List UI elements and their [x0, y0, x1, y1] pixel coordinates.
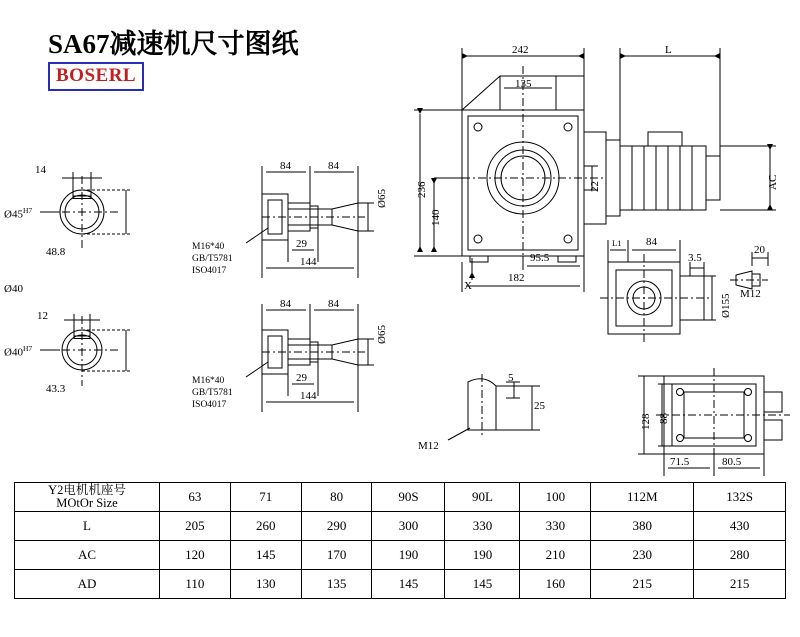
table-cell: 205 [160, 512, 231, 541]
dim-128: 128 [640, 413, 652, 430]
dim-22: 22 [589, 181, 601, 192]
dim-dia65-lower: Ø65 [376, 325, 388, 344]
table-cell: 190 [445, 541, 520, 570]
dim-84-detail: 84 [646, 236, 657, 248]
table-cell: 330 [445, 512, 520, 541]
table-cell: 145 [230, 541, 301, 570]
dim-bore-lower: $Ø40^{H7}$ [4, 344, 33, 359]
dim-3-5: 3.5 [688, 252, 702, 264]
dim-arrow [578, 53, 584, 59]
dim-140: 140 [430, 209, 442, 226]
table-cell: 170 [301, 541, 372, 570]
dim-height-upper: 48.8 [46, 246, 66, 258]
dim-key-width-lower: 12 [37, 310, 48, 322]
dim-182: 182 [508, 272, 525, 284]
section-arrow-x [469, 272, 475, 278]
dim-arrow [417, 246, 423, 252]
dim-arrow [431, 246, 437, 252]
dim-95-5: 95.5 [530, 252, 550, 264]
dim-144-lower: 144 [300, 390, 317, 402]
table-cell: 160 [520, 570, 591, 599]
dim-84-b-lower: 84 [328, 298, 339, 310]
table-header-cell: 71 [230, 483, 301, 512]
table-cell: 260 [230, 512, 301, 541]
table-cell: 300 [372, 512, 445, 541]
dim-AC: AC [767, 174, 779, 190]
dim-84-b-upper: 84 [328, 160, 339, 172]
dim-29-lower: 29 [296, 372, 307, 384]
standard-note-upper-1: GB/T5781 [192, 254, 233, 264]
row-label: AC [15, 541, 160, 570]
standard-note-upper-2: ISO4017 [192, 266, 227, 276]
dim-arrow [767, 144, 773, 150]
dim-bore-upper: $Ø45^{H7}$ [4, 206, 33, 221]
dim-arrow [767, 204, 773, 210]
table-cell: 230 [591, 541, 694, 570]
thread-m12-bottom: M12 [418, 440, 439, 452]
dim-arrow [714, 53, 720, 59]
table-row [15, 541, 786, 570]
dim-84-a-lower: 84 [280, 298, 291, 310]
dim-242: 242 [512, 44, 529, 56]
brand-logo: BOSERL [48, 62, 144, 91]
dim-L: L [665, 44, 672, 56]
standard-note-lower-2: ISO4017 [192, 400, 227, 410]
table-cell: 145 [372, 570, 445, 599]
table-header-cell: 112M [591, 483, 694, 512]
table-cell: 110 [160, 570, 231, 599]
table-header-cell: 90L [445, 483, 520, 512]
table-cell: 290 [301, 512, 372, 541]
table-header-cell: 132S [694, 483, 786, 512]
table-cell: 280 [694, 541, 786, 570]
dim-71-5: 71.5 [670, 456, 690, 468]
table-cell: 380 [591, 512, 694, 541]
dim-5: 5 [508, 372, 514, 384]
dim-84-a-upper: 84 [280, 160, 291, 172]
dim-arrow [620, 53, 626, 59]
dim-236: 236 [416, 181, 428, 198]
standard-note-lower-1: GB/T5781 [192, 388, 233, 398]
table-corner-header [15, 483, 160, 512]
spec-table [14, 482, 786, 599]
dim-20: 20 [754, 244, 765, 256]
table-row [15, 512, 786, 541]
table-cell: 145 [445, 570, 520, 599]
motor-size-label-en: MOtOr Size [56, 496, 118, 511]
table-cell: 135 [301, 570, 372, 599]
dim-29-upper: 29 [296, 238, 307, 250]
table-cell: 190 [372, 541, 445, 570]
table-row [15, 570, 786, 599]
dim-arrow [462, 53, 468, 59]
dim-L1: L1 [612, 238, 622, 248]
table-cell: 210 [520, 541, 591, 570]
dim-144-upper: 144 [300, 256, 317, 268]
dim-arrow [431, 178, 437, 184]
thread-m12-detail: M12 [740, 288, 761, 300]
row-label: AD [15, 570, 160, 599]
dim-height-lower: 43.3 [46, 383, 66, 395]
table-cell: 430 [694, 512, 786, 541]
dim-88: 88 [658, 413, 670, 424]
section-marker-x: X [464, 280, 472, 292]
table-cell: 215 [591, 570, 694, 599]
table-cell: 215 [694, 570, 786, 599]
table-header-cell: 90S [372, 483, 445, 512]
page-title: SA67减速机尺寸图纸 [48, 29, 299, 59]
dim-25: 25 [534, 400, 545, 412]
table-header-cell: 80 [301, 483, 372, 512]
dim-80-5: 80.5 [722, 456, 742, 468]
table-header-row [15, 483, 786, 512]
motor-size-label-cn: Y2电机机座号 [48, 483, 126, 497]
thread-note-lower: M16*40 [192, 376, 225, 386]
dim-dia65-upper: Ø65 [376, 189, 388, 208]
table-cell: 330 [520, 512, 591, 541]
dim-key-width-upper: 14 [35, 164, 46, 176]
table-cell: 130 [230, 570, 301, 599]
thread-note-upper: M16*40 [192, 242, 225, 252]
dim-135: 135 [515, 78, 532, 90]
table-header-cell: 63 [160, 483, 231, 512]
row-label: L [15, 512, 160, 541]
dim-shaft-dia: Ø40 [4, 283, 23, 295]
table-cell: 120 [160, 541, 231, 570]
table-header-cell: 100 [520, 483, 591, 512]
dim-arrow [417, 108, 423, 114]
dia-155: Ø155 [720, 293, 732, 318]
